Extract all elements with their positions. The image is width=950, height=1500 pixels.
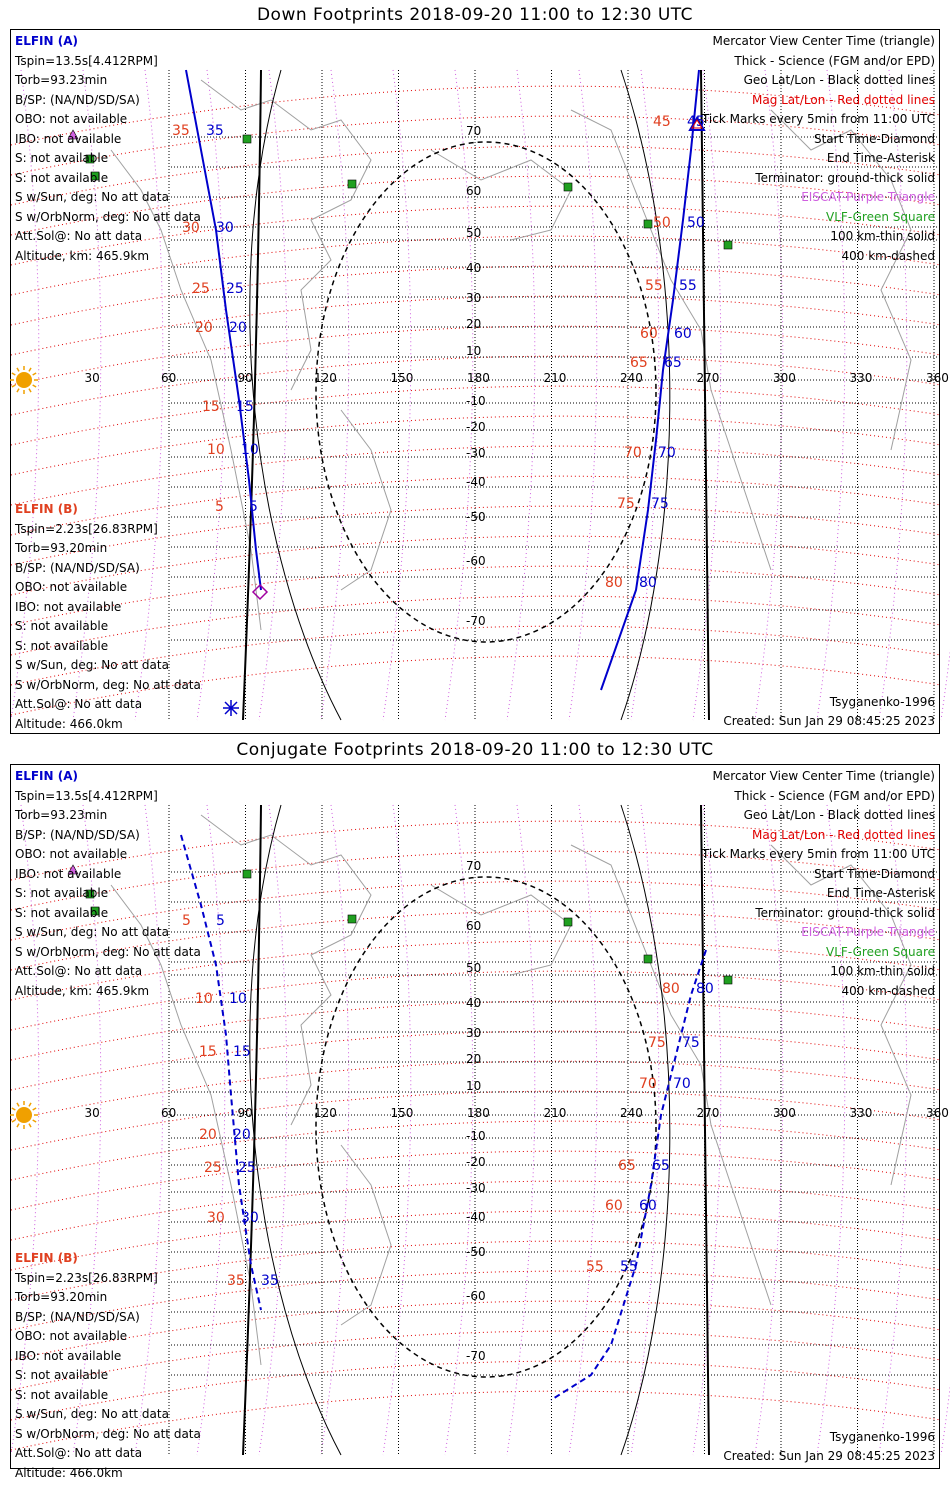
elfin-a-mag-label: 20: [195, 320, 213, 336]
lat-label: 20: [466, 1052, 482, 1066]
elfin-a-info: [15, 32, 201, 266]
lat-label: 10: [466, 1079, 482, 1093]
lon-tick-label: 60: [161, 371, 177, 385]
sun-ray: [29, 1103, 31, 1106]
elfin-b-mag-label: 70: [624, 445, 642, 461]
lon-tick-label: 30: [84, 1106, 100, 1120]
lon-tick-label: 150: [390, 1106, 414, 1120]
sun-ray: [17, 1103, 19, 1106]
info-line: Att.Sol@: No att data: [15, 964, 143, 978]
info-line: S w/Sun, deg: No att data: [15, 1407, 169, 1421]
info-line: S w/OrbNorm, deg: No att data: [15, 1426, 201, 1441]
info-line: S: not available: [15, 1387, 109, 1402]
info-line: S w/OrbNorm, deg: No att data: [15, 944, 201, 959]
lon-tick-label: 180: [467, 1106, 490, 1120]
elfin-b-tick-label: 60: [639, 1198, 657, 1214]
lat-label: -50: [466, 510, 486, 524]
sun-ray: [12, 1120, 15, 1122]
lat-label: -60: [466, 554, 486, 568]
lat-label: -40: [466, 475, 486, 489]
elfin-b-info: [15, 500, 201, 734]
info-line: S: not available: [15, 1368, 109, 1382]
map-legend: [702, 32, 935, 266]
lat-label: -50: [466, 1245, 486, 1259]
lon-tick-label: 180: [467, 371, 490, 385]
info-line: S: not available: [15, 638, 109, 653]
lon-tick-label: 210: [543, 1106, 567, 1120]
elfin-a-tick-label: 20: [229, 320, 247, 336]
elfin-b-mag-label: 65: [618, 1158, 636, 1174]
legend-end: End Time-Asterisk: [826, 886, 935, 900]
created-label: Created: Sun Jan 29 08:45:25 2023: [723, 713, 935, 728]
vlf-station-square: [243, 870, 251, 878]
lat-label: 50: [466, 961, 482, 975]
info-line: S: not available: [15, 886, 109, 900]
coastline: [201, 815, 371, 1125]
elfin-b-mag-label: 75: [648, 1035, 666, 1051]
elfin-a-mag-label: 10: [195, 991, 213, 1007]
info-line: S w/OrbNorm, deg: No att data: [15, 677, 201, 692]
coastline: [341, 1145, 391, 1325]
sun-ray: [33, 1120, 36, 1122]
sun-ray: [29, 389, 31, 392]
info-line: Tspin=13.5s[4.412RPM]: [15, 788, 158, 803]
legend-view: Mercator View Center Time (triangle): [712, 34, 935, 48]
coastline: [341, 410, 391, 590]
legend-mag: Mag Lat/Lon - Red dotted lines: [751, 92, 935, 107]
elfin-a-info: [15, 767, 201, 1001]
elfin-b-mag-label: 80: [662, 981, 680, 997]
elfin-b-mag-label: 60: [640, 326, 658, 342]
info-line: OBO: not available: [15, 112, 128, 126]
lon-tick-label: 90: [237, 371, 253, 385]
lat-label: -20: [466, 1155, 486, 1169]
elfin-b-info: [15, 1249, 201, 1483]
legend-start: Start Time-Diamond: [813, 131, 935, 146]
elfin-b-tick-label: 50: [687, 215, 705, 231]
lon-tick-label: 60: [161, 1106, 177, 1120]
elfin-a-tick-label: 10: [241, 442, 259, 458]
lon-tick-label: 240: [620, 371, 643, 385]
legend-view: Mercator View Center Time (triangle): [712, 769, 935, 783]
legend-mag: Mag Lat/Lon - Red dotted lines: [751, 827, 935, 842]
elfin-b-mag-label: 60: [605, 1198, 623, 1214]
info-line: IBO: not available: [15, 599, 122, 614]
model-label: Tsyganenko-1996: [829, 694, 935, 709]
elfin-b-tick-label: 45: [687, 114, 705, 130]
lon-tick-label: 240: [620, 1106, 643, 1120]
info-line: Torb=93.20min: [15, 1290, 108, 1304]
legend-eiscat: EISCAT-Purple Triangle: [801, 190, 935, 204]
elfin-a-mag-label: 10: [207, 442, 225, 458]
legend-terminator: Terminator: ground-thick solid: [755, 905, 935, 920]
sun-ray: [17, 1124, 19, 1127]
elfin-b-mag-label: 50: [653, 215, 671, 231]
sun-ray: [33, 373, 36, 375]
info-line: Tspin=13.5s[4.412RPM]: [15, 53, 158, 68]
elfin-a-mag-label: 15: [202, 399, 220, 415]
lat-label: -10: [466, 394, 486, 408]
legend-end: End Time-Asterisk: [826, 151, 935, 165]
legend-100km: 100 km-thin solid: [830, 964, 935, 978]
vlf-station-square: [564, 183, 572, 191]
lon-tick-label: 90: [237, 1106, 253, 1120]
elfin-b-tick-label: 70: [673, 1076, 691, 1092]
sun-ray: [33, 385, 36, 387]
info-line: S w/Sun, deg: No att data: [15, 190, 169, 204]
lat-label: 60: [466, 184, 482, 198]
elfin-a-mag-label: 30: [182, 220, 200, 236]
legend-ticks: Tick Marks every 5min from 11:00 UTC: [701, 112, 935, 126]
elfin-a-mag-label: 25: [204, 1160, 222, 1176]
sun-icon: [16, 1107, 32, 1123]
lon-tick-label: 330: [849, 1106, 873, 1120]
vlf-station-square: [243, 135, 251, 143]
info-line: S w/Sun, deg: No att data: [15, 925, 169, 939]
info-line: Att.Sol@: No att data: [15, 1446, 143, 1460]
sun-ray: [12, 1108, 15, 1110]
legend-400km: 400 km-dashed: [841, 983, 935, 998]
elfin-b-tick-label: 60: [674, 326, 692, 342]
lat-label: 40: [466, 261, 482, 275]
lat-label: 10: [466, 344, 482, 358]
lon-tick-label: 360: [926, 371, 949, 385]
info-line: Altitude: 466.0km: [15, 1465, 123, 1480]
info-line: OBO: not available: [15, 847, 128, 861]
elfin-b-tick-label: 65: [664, 355, 682, 371]
panel-1-title: Down Footprints 2018-09-20 11:00 to 12:30 UTC: [256, 5, 694, 25]
lat-label: -20: [466, 420, 486, 434]
info-line: B/SP: (NA/ND/SD/SA): [15, 92, 140, 107]
down-footprints-panel: [10, 29, 949, 734]
elfin-a-tick-label: 20: [233, 1127, 251, 1143]
elfin-a-tick-label: 15: [233, 1044, 251, 1060]
info-line: Torb=93.20min: [15, 541, 108, 555]
vlf-station-square: [644, 220, 652, 228]
elfin-a-mag-label: 35: [227, 1273, 245, 1289]
elfin-b-mag-label: 65: [630, 355, 648, 371]
vlf-station-square: [348, 180, 356, 188]
info-line: Tspin=2.23s[26.83RPM]: [15, 1270, 158, 1285]
lat-label: 20: [466, 317, 482, 331]
sun-ray: [17, 389, 19, 392]
info-line: B/SP: (NA/ND/SD/SA): [15, 827, 140, 842]
elfin-a-mag-label: 15: [199, 1044, 217, 1060]
lat-label: 70: [466, 859, 482, 873]
lon-tick-label: 120: [314, 1106, 337, 1120]
elfin-a-tick-label: 15: [236, 399, 254, 415]
info-line: IBO: not available: [15, 1348, 122, 1363]
lat-label: -70: [466, 1349, 486, 1363]
sun-ray: [29, 1124, 31, 1127]
lon-tick-label: 360: [926, 1106, 949, 1120]
lon-tick-label: 300: [773, 371, 796, 385]
mag-lon-line: [321, 805, 349, 1455]
legend-start: Start Time-Diamond: [813, 866, 935, 881]
elfin-b-mag-label: 45: [653, 114, 671, 130]
lon-tick-label: 270: [696, 371, 720, 385]
elfin-b-tick-label: 65: [652, 1158, 670, 1174]
sun-ray: [12, 385, 15, 387]
info-line: Torb=93.23min: [15, 73, 108, 87]
conjugate-footprints-panel: [10, 764, 949, 1480]
info-line: B/SP: (NA/ND/SD/SA): [15, 560, 140, 575]
elfin-b-tick-label: 70: [658, 445, 676, 461]
legend-thick: Thick - Science (FGM and/or EPD): [734, 788, 935, 803]
info-line: Altitude, km: 465.9km: [15, 248, 150, 263]
info-line: B/SP: (NA/ND/SD/SA): [15, 1309, 140, 1324]
info-line: S: not available: [15, 905, 109, 920]
legend-thick: Thick - Science (FGM and/or EPD): [734, 53, 935, 68]
sun-icon: [16, 372, 32, 388]
info-line: Torb=93.23min: [15, 808, 108, 822]
lat-label: -40: [466, 1210, 486, 1224]
sun-ray: [17, 368, 19, 371]
info-line: OBO: not available: [15, 580, 128, 594]
lat-label: -10: [466, 1129, 486, 1143]
info-line: Altitude: 466.0km: [15, 716, 123, 731]
info-line: Att.Sol@: No att data: [15, 229, 143, 243]
elfin-a-tick-label: 35: [261, 1273, 279, 1289]
elfin-b-title: ELFIN (B): [15, 502, 78, 516]
elfin-a-mag-label: 5: [182, 913, 191, 929]
legend-100km: 100 km-thin solid: [830, 229, 935, 243]
info-line: S w/OrbNorm, deg: No att data: [15, 209, 201, 224]
lat-label: 40: [466, 996, 482, 1010]
lon-tick-label: 30: [84, 371, 100, 385]
info-line: OBO: not available: [15, 1329, 128, 1343]
lat-label: 30: [466, 1026, 482, 1040]
elfin-a-tick-label: 5: [249, 499, 258, 515]
elfin-a-mag-label: 35: [172, 123, 190, 139]
legend-geo: Geo Lat/Lon - Black dotted lines: [743, 808, 935, 822]
created-label: Created: Sun Jan 29 08:45:25 2023: [723, 1448, 935, 1463]
legend-ticks: Tick Marks every 5min from 11:00 UTC: [701, 847, 935, 861]
legend-terminator: Terminator: ground-thick solid: [755, 170, 935, 185]
lon-tick-label: 120: [314, 371, 337, 385]
elfin-a-tick-label: 10: [229, 991, 247, 1007]
info-line: S: not available: [15, 151, 109, 165]
elfin-b-mag-label: 80: [605, 575, 623, 591]
elfin-a-tick-label: 30: [241, 1210, 259, 1226]
lat-label: -60: [466, 1289, 486, 1303]
lat-label: 60: [466, 919, 482, 933]
vlf-station-square: [644, 955, 652, 963]
model-label: Tsyganenko-1996: [829, 1429, 935, 1444]
legend-vlf: VLF-Green Square: [826, 209, 935, 224]
mag-lon-line: [321, 70, 349, 720]
footprint-400km-ellipse: [316, 142, 656, 642]
lat-label: -30: [466, 1181, 486, 1195]
lat-label: 70: [466, 124, 482, 138]
lat-label: -30: [466, 446, 486, 460]
elfin-b-tick-label: 80: [639, 575, 657, 591]
sun-ray: [29, 368, 31, 371]
lon-tick-label: 210: [543, 371, 567, 385]
elfin-b-mag-label: 75: [617, 496, 635, 512]
elfin-a-mag-label: 25: [192, 281, 210, 297]
lat-label: 30: [466, 291, 482, 305]
info-line: IBO: not available: [15, 131, 122, 146]
info-line: S w/Sun, deg: No att data: [15, 658, 169, 672]
elfin-a-mag-label: 30: [207, 1210, 225, 1226]
lat-label: -70: [466, 614, 486, 628]
sun-ray: [12, 373, 15, 375]
lon-tick-label: 270: [696, 1106, 720, 1120]
vlf-station-square: [564, 918, 572, 926]
map-legend: [702, 767, 935, 1001]
info-line: Tspin=2.23s[26.83RPM]: [15, 521, 158, 536]
elfin-b-tick-label: 55: [620, 1259, 638, 1275]
elfin-b-tick-label: 55: [679, 278, 697, 294]
vlf-station-square: [348, 915, 356, 923]
footprint-400km-ellipse: [316, 877, 656, 1377]
info-line: IBO: not available: [15, 866, 122, 881]
elfin-a-title: ELFIN (A): [15, 34, 78, 48]
legend-geo: Geo Lat/Lon - Black dotted lines: [743, 73, 935, 87]
elfin-a-tick-label: 5: [216, 913, 225, 929]
sun-ray: [33, 1108, 36, 1110]
elfin-a-tick-label: 35: [206, 123, 224, 139]
elfin-a-tick-label: 30: [216, 220, 234, 236]
elfin-b-mag-label: 55: [586, 1259, 604, 1275]
elfin-a-tick-label: 25: [238, 1160, 256, 1176]
info-line: Att.Sol@: No att data: [15, 697, 143, 711]
info-line: Altitude, km: 465.9km: [15, 983, 150, 998]
panel-2-title: Conjugate Footprints 2018-09-20 11:00 to 12:30 UTC: [236, 740, 714, 760]
legend-eiscat: EISCAT-Purple Triangle: [801, 925, 935, 939]
legend-vlf: VLF-Green Square: [826, 944, 935, 959]
mag-lon-line: [941, 805, 950, 1455]
elfin-a-tick-label: 25: [226, 281, 244, 297]
lon-tick-label: 150: [390, 371, 414, 385]
lon-tick-label: 330: [849, 371, 873, 385]
elfin-b-mag-label: 70: [639, 1076, 657, 1092]
lon-tick-label: 300: [773, 1106, 796, 1120]
elfin-a-mag-label: 5: [215, 499, 224, 515]
legend-400km: 400 km-dashed: [841, 248, 935, 263]
info-line: S: not available: [15, 619, 109, 633]
lat-label: 50: [466, 226, 482, 240]
elfin-b-tick-label: 75: [651, 496, 669, 512]
elfin-b-mag-label: 55: [645, 278, 663, 294]
elfin-b-tick-label: 75: [682, 1035, 700, 1051]
mag-lon-line: [941, 70, 950, 720]
elfin-b-title: ELFIN (B): [15, 1251, 78, 1265]
elfin-a-title: ELFIN (A): [15, 769, 78, 783]
elfin-b-tick-label: 80: [696, 981, 714, 997]
elfin-a-mag-label: 20: [199, 1127, 217, 1143]
info-line: S: not available: [15, 170, 109, 185]
